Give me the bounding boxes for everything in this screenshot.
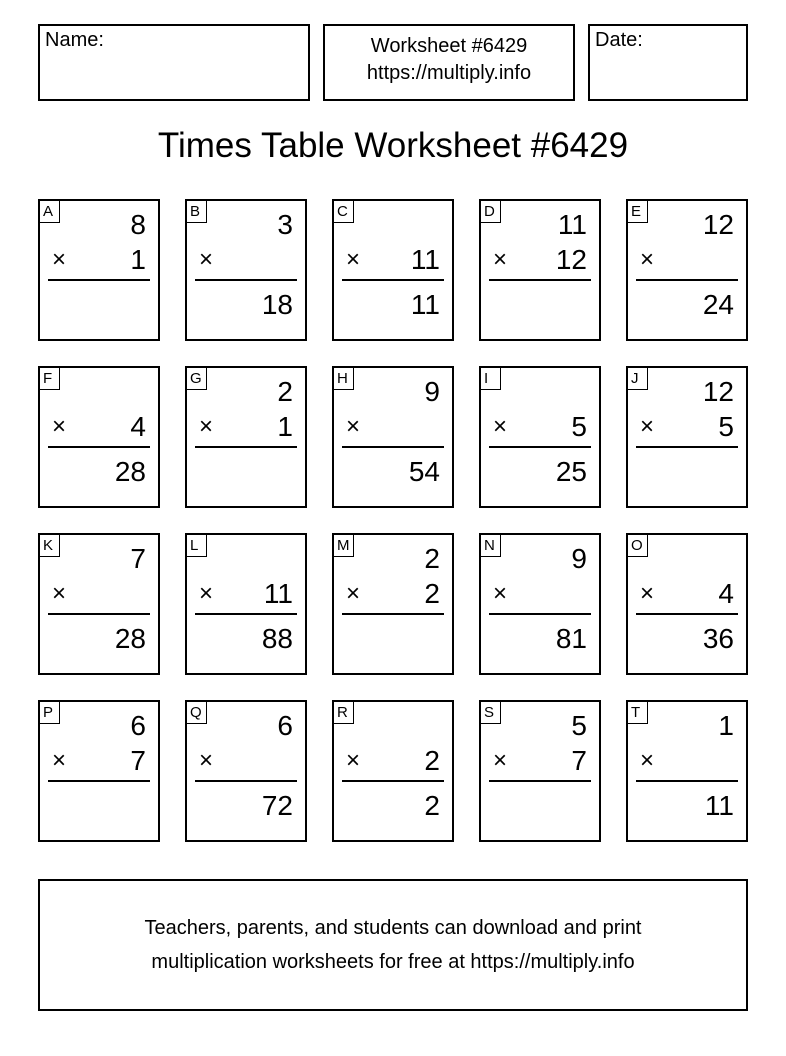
multiplicand: 6 xyxy=(130,710,146,741)
multiplicand: 3 xyxy=(277,209,293,240)
answer-rule xyxy=(195,446,297,448)
answer-rule xyxy=(342,780,444,782)
page-title: Times Table Worksheet #6429 xyxy=(157,126,629,165)
product: 24 xyxy=(702,289,734,320)
problem-label: Q xyxy=(187,702,207,724)
answer-rule xyxy=(636,613,738,615)
product: 36 xyxy=(702,623,734,654)
multiplier: 4 xyxy=(718,578,734,609)
times-sign: × xyxy=(346,413,361,440)
multiplicand: 11 xyxy=(557,209,587,240)
problem-i xyxy=(479,366,601,508)
answer-rule xyxy=(48,279,150,281)
problem-b xyxy=(185,199,307,341)
multiplicand: 8 xyxy=(130,209,146,240)
problem-h xyxy=(332,366,454,508)
multiplier: 11 xyxy=(263,578,293,609)
times-sign: × xyxy=(640,747,655,774)
times-sign: × xyxy=(640,580,655,607)
answer-rule xyxy=(636,279,738,281)
answer-rule xyxy=(342,446,444,448)
times-sign: × xyxy=(52,747,67,774)
problem-label: H xyxy=(334,368,354,390)
problem-label: J xyxy=(628,368,648,390)
multiplier: 11 xyxy=(410,244,440,275)
problem-label: K xyxy=(40,535,60,557)
problem-s xyxy=(479,700,601,842)
times-sign: × xyxy=(52,246,67,273)
answer-rule xyxy=(48,446,150,448)
problem-c xyxy=(332,199,454,341)
answer-rule xyxy=(48,780,150,782)
multiplier: 4 xyxy=(130,411,146,442)
product: 28 xyxy=(114,623,146,654)
times-sign: × xyxy=(199,413,214,440)
answer-rule xyxy=(636,446,738,448)
multiplier: 1 xyxy=(277,411,293,442)
problem-d xyxy=(479,199,601,341)
footer-box xyxy=(38,879,748,1011)
answer-rule xyxy=(195,780,297,782)
problem-label: A xyxy=(40,201,60,223)
problem-label: F xyxy=(40,368,60,390)
answer-rule xyxy=(48,613,150,615)
multiplicand: 5 xyxy=(571,710,587,741)
times-sign: × xyxy=(199,747,214,774)
product: 72 xyxy=(261,790,293,821)
problem-label: E xyxy=(628,201,648,223)
problem-e xyxy=(626,199,748,341)
times-sign: × xyxy=(493,246,508,273)
problem-label: G xyxy=(187,368,207,390)
times-sign: × xyxy=(493,413,508,440)
multiplicand: 1 xyxy=(718,710,734,741)
problem-k xyxy=(38,533,160,675)
footer-line-1: Teachers, parents, and students can download and print xyxy=(144,917,642,939)
problem-f xyxy=(38,366,160,508)
multiplicand: 6 xyxy=(277,710,293,741)
problem-label: D xyxy=(481,201,501,223)
worksheet-url: https://multiply.info xyxy=(366,62,532,84)
product: 54 xyxy=(408,456,440,487)
product: 18 xyxy=(261,289,293,320)
multiplicand: 9 xyxy=(424,376,440,407)
multiplicand: 9 xyxy=(571,543,587,574)
multiplier: 7 xyxy=(130,745,146,776)
problem-g xyxy=(185,366,307,508)
problem-q xyxy=(185,700,307,842)
problem-label: L xyxy=(187,535,207,557)
date-label: Date: xyxy=(595,29,643,51)
multiplicand: 12 xyxy=(702,376,734,407)
problem-label: P xyxy=(40,702,60,724)
product: 2 xyxy=(424,790,440,821)
problem-label: I xyxy=(481,368,501,390)
problem-a xyxy=(38,199,160,341)
times-sign: × xyxy=(346,580,361,607)
times-sign: × xyxy=(199,246,214,273)
problem-n xyxy=(479,533,601,675)
problem-r xyxy=(332,700,454,842)
times-sign: × xyxy=(493,747,508,774)
times-sign: × xyxy=(640,246,655,273)
multiplier: 5 xyxy=(571,411,587,442)
problem-label: B xyxy=(187,201,207,223)
multiplicand: 12 xyxy=(702,209,734,240)
footer-line-2: multiplication worksheets for free at https://multiply.info xyxy=(151,951,635,973)
times-sign: × xyxy=(52,580,67,607)
problem-l xyxy=(185,533,307,675)
problem-t xyxy=(626,700,748,842)
answer-rule xyxy=(342,279,444,281)
times-sign: × xyxy=(199,580,214,607)
product: 88 xyxy=(261,623,293,654)
problem-m xyxy=(332,533,454,675)
multiplicand: 2 xyxy=(277,376,293,407)
multiplier: 1 xyxy=(130,244,146,275)
name-label: Name: xyxy=(45,29,104,51)
product: 81 xyxy=(555,623,587,654)
multiplicand: 7 xyxy=(130,543,146,574)
times-sign: × xyxy=(493,580,508,607)
times-sign: × xyxy=(52,413,67,440)
times-sign: × xyxy=(346,246,361,273)
times-sign: × xyxy=(346,747,361,774)
problem-j xyxy=(626,366,748,508)
answer-rule xyxy=(195,613,297,615)
problem-o xyxy=(626,533,748,675)
problem-label: O xyxy=(628,535,648,557)
problem-label: C xyxy=(334,201,354,223)
problem-label: T xyxy=(628,702,648,724)
multiplier: 2 xyxy=(424,745,440,776)
answer-rule xyxy=(489,446,591,448)
answer-rule xyxy=(489,780,591,782)
answer-rule xyxy=(489,613,591,615)
multiplier: 2 xyxy=(424,578,440,609)
product: 25 xyxy=(555,456,587,487)
product: 11 xyxy=(410,289,440,320)
answer-rule xyxy=(195,279,297,281)
problem-label: R xyxy=(334,702,354,724)
times-sign: × xyxy=(640,413,655,440)
problem-p xyxy=(38,700,160,842)
product: 11 xyxy=(704,790,734,821)
problem-label: S xyxy=(481,702,501,724)
problem-label: M xyxy=(334,535,354,557)
answer-rule xyxy=(636,780,738,782)
multiplier: 7 xyxy=(571,745,587,776)
multiplicand: 2 xyxy=(424,543,440,574)
worksheet-number: Worksheet #6429 xyxy=(370,35,528,57)
multiplier: 5 xyxy=(718,411,734,442)
product: 28 xyxy=(114,456,146,487)
problem-label: N xyxy=(481,535,501,557)
multiplier: 12 xyxy=(555,244,587,275)
answer-rule xyxy=(489,279,591,281)
answer-rule xyxy=(342,613,444,615)
